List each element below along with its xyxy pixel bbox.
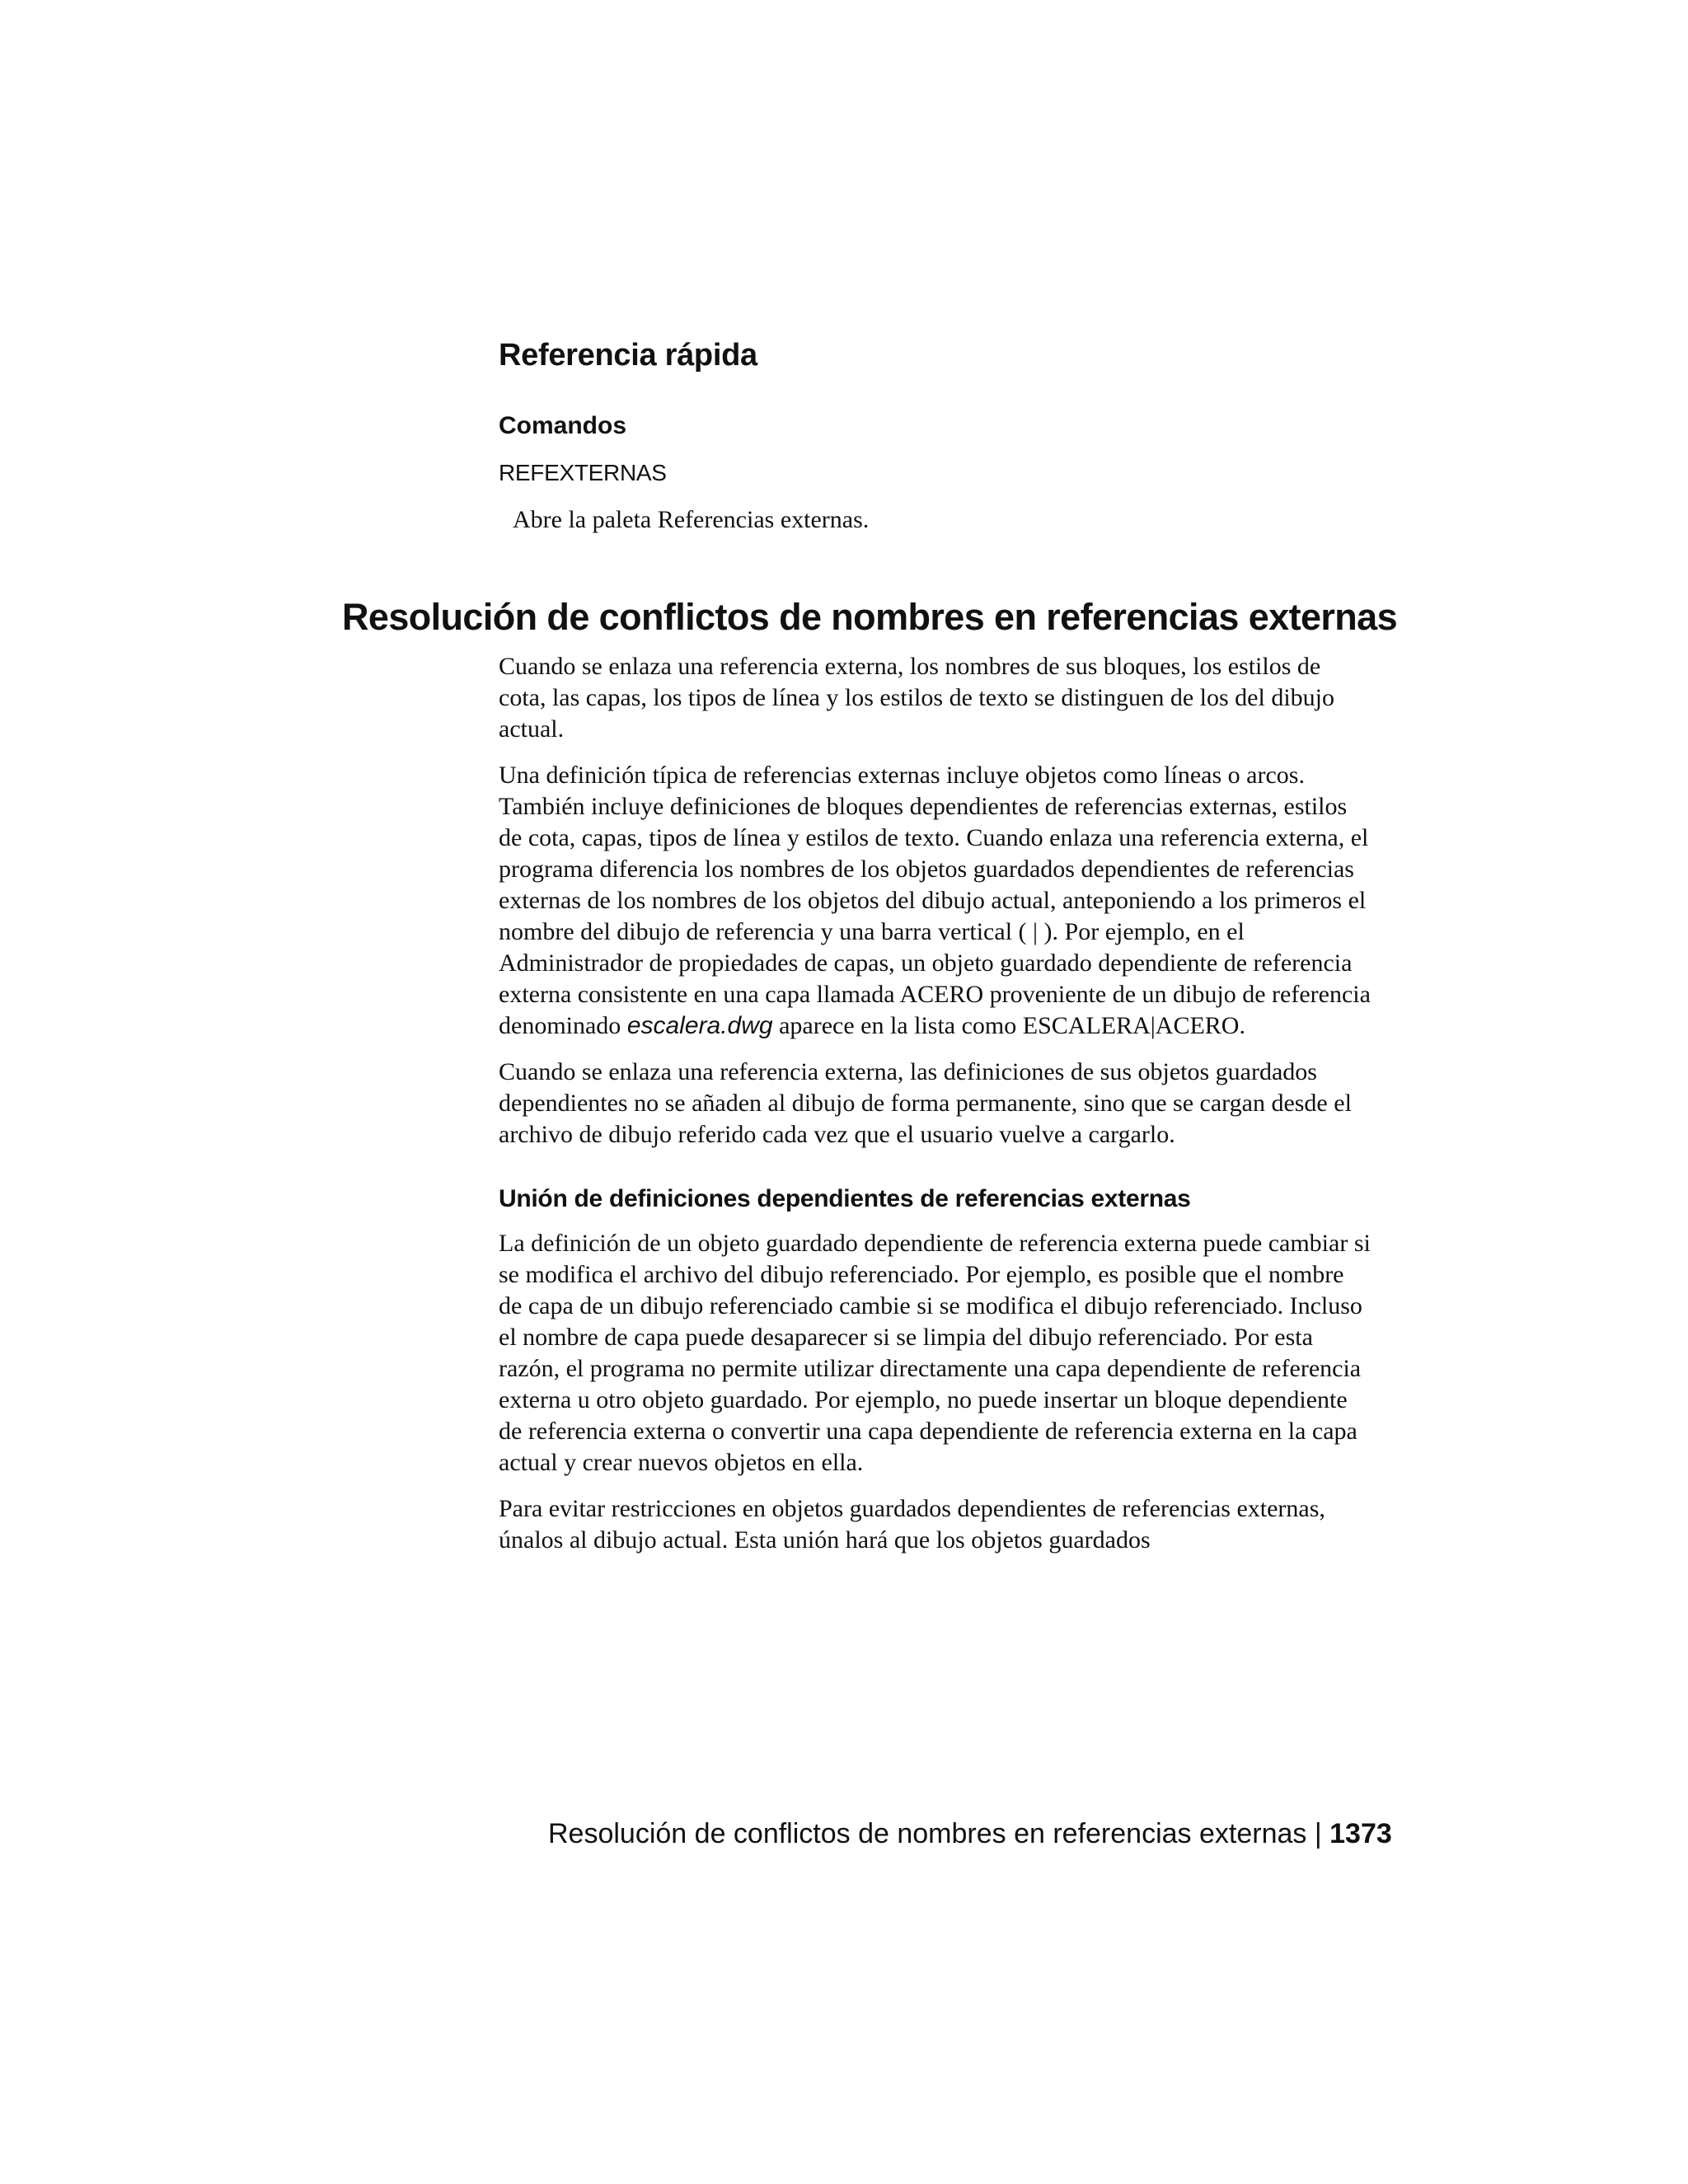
paragraph: Cuando se enlaza una referencia externa, las definiciones de sus objetos guardados dependientes no se añaden al dibujo de forma permanente, sino que se cargan desde el archivo de dibujo referido cada vez que el usuario vuelve a cargarlo. [499, 1058, 1352, 1148]
filename: escalera.dwg [626, 1012, 773, 1039]
paragraph-text: aparece en la lista como ESCALERA|ACERO. [779, 1012, 1245, 1039]
page-number: 1373 [1329, 1818, 1392, 1849]
page-footer [548, 1818, 1392, 1850]
paragraph: Para evitar restricciones en objetos guardados dependientes de referencias externas, únalos al dibujo actual. Esta unión hará que los objetos guardados [499, 1495, 1325, 1554]
section-body [499, 651, 1372, 1571]
quick-reference-heading: Referencia rápida [499, 338, 757, 373]
paragraph: La definición de un objeto guardado dependiente de referencia externa puede cambiar si se modifica el archivo del dibujo referenciado. Por ejemplo, es posible que el nombre de capa de un dibujo referenciado cambie si se modifica el dibujo referenciado. Incluso el nombre de capa puede desaparecer si se limpia del dibujo referenciado. Por esta razón, el programa no permite utilizar directamente una capa dependiente de referencia externa u otro objeto guardado. Por ejemplo, no puede insertar un bloque dependiente de referencia externa o convertir una capa dependiente de referencia externa en la capa actual y crear nuevos objetos en ella. [499, 1230, 1371, 1476]
paragraph-text: Una definición típica de referencias externas incluye objetos como líneas o arcos. También incluye definiciones de bloques dependientes de referencias externas, estilos de cota, capas, tipos de línea y estilos de texto. Cuando enlaza una referencia externa, el programa diferencia los nombres de los objetos guardados dependientes de referencias externas de los nombres de los objetos del dibujo actual, anteponiendo a los primeros el nombre del dibujo de referencia y una barra vertical ( | ). Por ejemplo, en el Administrador de propiedades de capas, un objeto guardado dependiente de referencia externa consistente en una capa llamada ACERO proveniente de un dibujo de referencia denominado [499, 762, 1371, 1039]
section-title: Resolución de conflictos de nombres en referencias externas [342, 596, 1398, 638]
commands-heading: Comandos [499, 412, 627, 439]
footer-separator: | [1314, 1818, 1322, 1849]
command-name: REFEXTERNAS [499, 460, 667, 485]
subsection-heading: Unión de definiciones dependientes de referencias externas [499, 1185, 1191, 1212]
command-description: Abre la paleta Referencias externas. [513, 506, 870, 533]
running-title: Resolución de conflictos de nombres en referencias externas [548, 1818, 1307, 1849]
paragraph [499, 760, 1372, 1042]
paragraph: Cuando se enlaza una referencia externa, los nombres de sus bloques, los estilos de cota, las capas, los tipos de línea y los estilos de texto se distinguen de los del dibujo actual. [499, 653, 1334, 743]
